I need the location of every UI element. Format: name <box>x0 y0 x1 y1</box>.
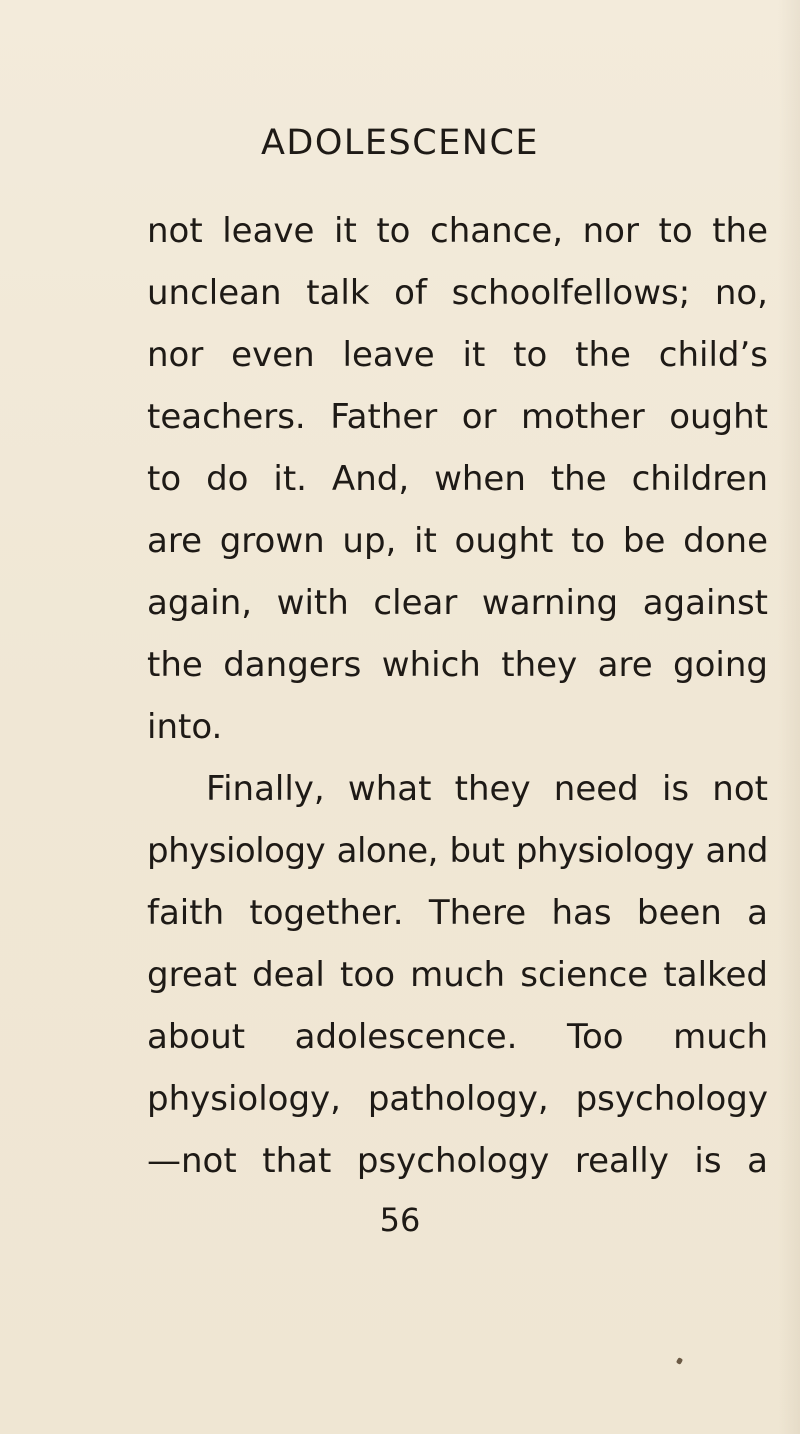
text-line: physiology, pathology, psychology <box>147 1079 768 1119</box>
text-line: to do it. And, when the children <box>147 459 768 499</box>
text-line: the dangers which they are going <box>147 645 768 685</box>
text-line: nor even leave it to the child’s <box>147 335 768 375</box>
running-head: ADOLESCENCE <box>260 123 540 163</box>
text-line: teachers. Father or mother ought <box>147 397 768 437</box>
text-line: —not that psychology really is a <box>147 1141 768 1181</box>
text-line: Finally, what they need is not <box>206 769 768 809</box>
text-line: physiology alone, but physiology and <box>147 831 768 871</box>
text-line: into. <box>147 707 223 747</box>
text-line: great deal too much science talked <box>147 955 768 995</box>
text-line: not leave it to chance, nor to the <box>147 211 768 251</box>
page-number: 56 <box>379 1201 421 1239</box>
text-line: faith together. There has been a <box>147 893 768 933</box>
text-line: again, with clear warning against <box>147 583 768 623</box>
text-line: unclean talk of schoolfellows; no, <box>147 273 768 313</box>
text-line: are grown up, it ought to be done <box>147 521 768 561</box>
text-line: about adolescence. Too much <box>147 1017 768 1057</box>
